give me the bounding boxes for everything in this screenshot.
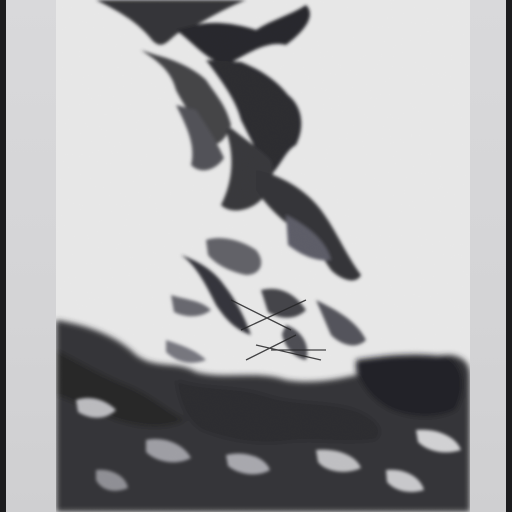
- print-plate: [56, 0, 470, 512]
- mat-board: [6, 0, 506, 512]
- ink-artwork: [56, 0, 470, 512]
- paper-grain: [56, 0, 470, 512]
